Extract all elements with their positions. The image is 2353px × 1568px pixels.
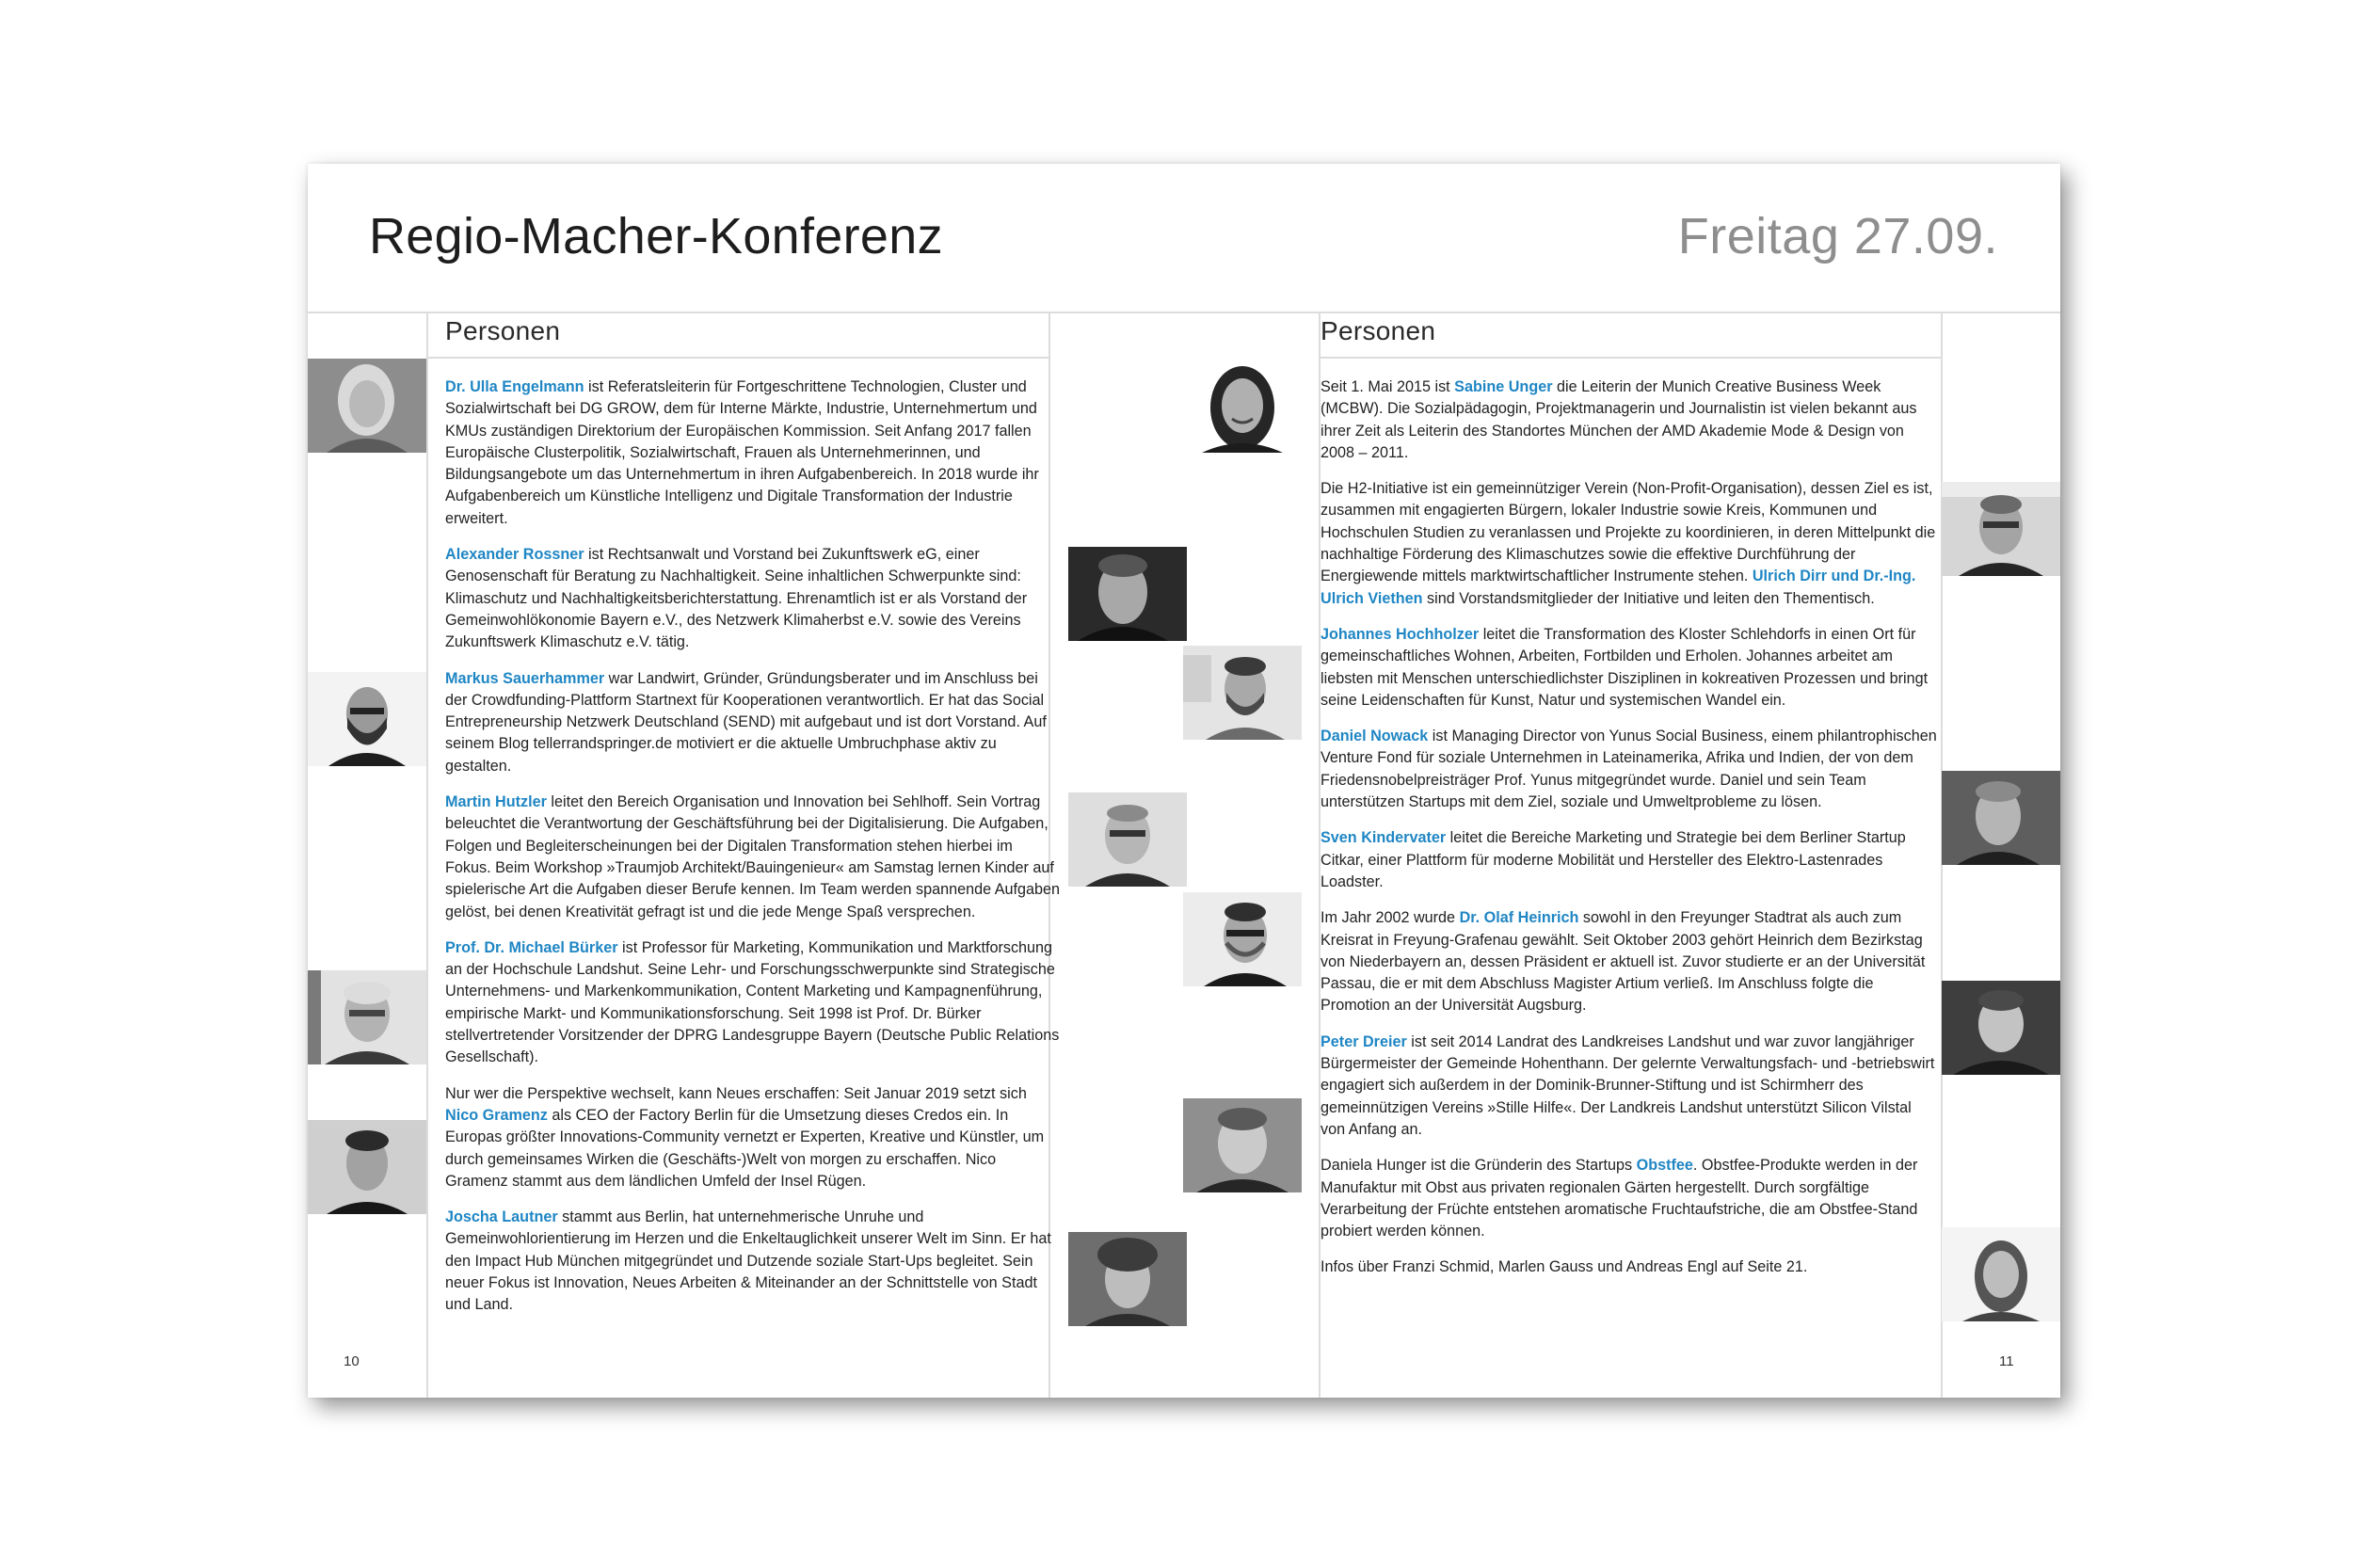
person-name: Alexander Rossner [445,546,584,564]
conference-title: Regio-Macher-Konferenz [369,208,943,264]
person-name: Markus Sauerhammer [445,669,605,687]
person-name: Daniel Nowack [1321,728,1429,745]
portrait-buerker [308,970,426,1064]
portrait-dirr [1942,482,2060,576]
person-name: Dr. Olaf Heinrich [1459,909,1579,927]
bio-text: leitet die Bereiche Marketing und Strategie bei dem Berliner Startup Citkar, einer Plattform für moderne Mobilität und Hersteller des Elektro-Lastenrades Loadster. [1321,829,1906,890]
person-name: Nico Gramenz [445,1106,548,1124]
bio-paragraph [1321,726,1937,813]
bio-text: ist Managing Director von Yunus Social Business, einem philantrophischen Venture Fond für soziale Unternehmen in Lateinamerika, Afrika und Indien, der von dem Friedensnobelpreisträger Prof. Yunus mitgegründet wurde. Daniel und sein Team unterstützen Startups mit dem Ziel, soziale und Umweltprobleme zu lösen. [1321,728,1937,811]
conference-date: Freitag 27.09. [1677,208,1998,264]
person-name: Dr. Ulla Engelmann [445,378,584,395]
person-name: Sabine Unger [1454,378,1553,395]
bio-paragraph [445,792,1062,923]
page-number-right: 11 [1999,1353,2014,1369]
bio-paragraph [1321,376,1937,464]
bio-paragraph [1321,478,1937,610]
person-name: Joscha Lautner [445,1208,558,1226]
bio-paragraph [445,668,1062,777]
bio-lead-text: Infos über Franzi Schmid, Marlen Gauss und Andreas Engl auf Seite 21. [1321,1258,1808,1276]
portrait-gramenz [308,1120,426,1214]
bio-text: ist Rechtsanwalt und Vorstand bei Zukunftswerk eG, einer Genosenschaft für Beratung zu Nachhaltigkeit. Seine inhaltlichen Schwerpunkte sind: Klimaschutz und Nachhaltigkeitsberichterstattung. Ehrenamtlich ist er als Vorstand der Gemeinwohlökonomie Bayern e.V., des Netzwerk Klimaherbst e.V. sowie des Vereins Zukunftswerk Klimaschutz e.V. tätig. [445,546,1028,651]
portrait-hunger [1942,1227,2060,1321]
person-name: Peter Dreier [1321,1032,1407,1050]
portrait-dreier [1183,1098,1302,1192]
bio-paragraph [1321,907,1937,1016]
bio-paragraph [1321,1155,1937,1242]
bio-text: sind Vorstandsmitglieder der Initiative und leiten den Thementisch. [1422,589,1875,607]
bio-paragraph [445,1207,1062,1316]
bio-text: die Leiterin der Munich Creative Business Week (MCBW). Die Sozialpädagogin, Projektmanagerin und Journalistin ist vielen bekannt aus ihrer Zeit als Leiterin des Standortes München der AMD Akademie Mode & Design von 2008 – 2011. [1321,378,1917,461]
bio-text: ist Professor für Marketing, Kommunikation und Marktforschung an der Hochschule Landshut. Seine Lehr- und Forschungsschwerpunkte sind Strategische Unternehmens- und Markenkommunikation, Content Marketing und Kampagnenführung, empirische Markt- und Kommunikationsforschung. Seit 1998 ist Prof. Dr. Bürker stellvertretender Vorsitzender der DPRG Landesgruppe Bayern (Deutsche Public Relations Gesellschaft). [445,938,1060,1066]
portrait-unger [1183,359,1302,453]
bio-paragraph [1321,827,1937,893]
bio-text: ist seit 2014 Landrat des Landkreises Landshut und war zuvor langjähriger Bürgermeister der Gemeinde Hohenthann. Der gelernte Verwaltungsfach- und -betriebswirt engagiert sich außerdem in der Dominik-Brunner-Stiftung und ist Schirmherr des gemeinnützigen Vereins »Stille Hilfe«. Der Landkreis Landshut unterstützt Silicon Vilstal von Anfang an. [1321,1032,1935,1138]
right-bio-column [1321,376,1937,1293]
right-section-rule [1321,357,1942,359]
left-section-rule [427,357,1048,359]
bio-text: leitet die Transformation des Kloster Schlehdorfs in einen Ort für gemeinschaftliches Wohnen, Arbeiten, Fortbilden und Erholen. Johannes arbeitet am liebsten mit Menschen unterschiedlichster Disziplinen in kokreativen Prozessen und bringt seine Leidenschaften für Kunst, Natur und systemischen Wandel ein. [1321,625,1929,709]
bio-paragraph [445,937,1062,1069]
portrait-rossner [1068,547,1187,641]
portrait-heinrich [1942,981,2060,1075]
bio-paragraph [445,1083,1062,1192]
bio-lead-text: Nur wer die Perspektive wechselt, kann Neues erschaffen: Seit Januar 2019 setzt sich [445,1084,1027,1102]
magazine-spread [308,164,2060,1398]
person-name: Martin Hutzler [445,793,547,811]
portrait-sauerhammer [308,672,426,766]
bio-paragraph [1321,1256,1937,1278]
bio-paragraph [445,544,1062,653]
bio-text: als CEO der Factory Berlin für die Umsetzung dieses Credos ein. In Europas größter Innovations-Community vernetzt er Experten, Kreative und Künstler, um durch gemeinsames Wirken die (Geschäfts-)Welt von morgen zu erschaffen. Nico Gramenz stammt aus dem ländlichen Umfeld der Insel Rügen. [445,1106,1045,1190]
portrait-hochholzer [1183,646,1302,740]
portrait-kindervater [1183,892,1302,986]
person-name: Johannes Hochholzer [1321,625,1480,643]
bio-lead-text: Seit 1. Mai 2015 ist [1321,378,1455,395]
left-column-rule [426,312,428,1398]
person-name: Sven Kindervater [1321,829,1447,847]
bio-text: . Obstfee-Produkte werden in der Manufaktur mit Obst aus privaten regionalen Gärten hergestellt. Durch sorgfältige Verarbeitung der Früchte entstehen aromatische Fruchtaufstriche, die am Obstfee-Stand probiert werden können. [1321,1157,1918,1240]
bio-lead-text: Die H2-Initiative ist ein gemeinnütziger Verein (Non-Profit-Organisation), dessen Ziel es ist, zusammen mit engagierten Bürgern, lokaler Industrie sowie Kreis, Kommunen und Hochschulen Studien zu veranlassen und Projekte zu koordinieren, in deren Mittelpunkt die nachhaltige Förderung des Klimaschutzes sowie die effektive Durchführung der Energiewende mittels marktwirtschaftlicher Instrumente stehen. [1321,480,1936,585]
bio-lead-text: Im Jahr 2002 wurde [1321,909,1460,927]
bio-paragraph [1321,1032,1937,1141]
bio-paragraph [1321,624,1937,712]
person-name: Obstfee [1636,1157,1693,1175]
bio-paragraph [445,376,1062,530]
portrait-hutzler [1068,792,1187,887]
bio-text: ist Referatsleiterin für Fortgeschrittene Technologien, Cluster und Sozialwirtschaft bei DG GROW, dem für Interne Märkte, Industrie, Unternehmertum und KMUs zuständigen Direktorium der Europäischen Kommission. Seit Anfang 2017 fallen Europäische Clusterpolitik, Sozialwirtschaft, Frauen als Unternehmerinnen, und Bildungsangebote um das Unternehmertum in ihren Aufgabenbereich. In 2018 wurde ihr Aufgabenbereich um Künstliche Intelligenz und Digitale Transformation der Industrie erweitert. [445,378,1039,527]
person-name: Ulrich Dirr und Dr.-Ing. Ulrich Viethen [1321,568,1916,607]
bio-text: war Landwirt, Gründer, Gründungsberater und im Anschluss bei der Crowdfunding-Plattform Startnext für Kooperationen verantwortlich. Er hat das Social Entrepreneurship Netzwerk Deutschland (SEND) mit aufgebaut und ist dort Vorstand. Auf seinem Blog tellerrandspringer.de motiviert er die aktuelle Umbruchphase aktiv zu gestalten. [445,669,1047,775]
portrait-nowack [1942,771,2060,865]
header-rule [308,312,2060,313]
left-section-title: Personen [445,316,561,345]
left-bio-column [445,376,1062,1331]
person-name: Prof. Dr. Michael Bürker [445,938,618,956]
page-number-left: 10 [344,1353,360,1369]
bio-text: stammt aus Berlin, hat unternehmerische Unruhe und Gemeinwohlorientierung im Herzen und die Enkeltauglichkeit unserer Welt im Sinn. Er hat den Impact Hub München mitgegründet und Dutzende soziale Start-Ups begleitet. Sein neuer Fokus ist Innovation, Neues Arbeiten & Miteinander an der Schnittstelle von Stadt und Land. [445,1208,1051,1314]
portrait-engelmann [308,359,426,453]
bio-lead-text: Daniela Hunger ist die Gründerin des Startups [1321,1157,1637,1175]
right-section-title: Personen [1321,316,1436,345]
bio-text: sowohl in den Freyunger Stadtrat als auch zum Kreisrat in Freyung-Grafenau gewählt. Seit Oktober 2003 gehört Heinrich dem Bezirkstag von Niederbayern an, dessen Präsident er aktuell ist. Zuvor studierte er an der Universität Passau, die er mit dem Abschluss Magister Artium verließ. Im Anschluss folgte die Promotion an der Universität Augsburg. [1321,909,1926,1015]
bio-text: leitet den Bereich Organisation und Innovation bei Sehlhoff. Sein Vortrag beleuchtet die Verantwortung der Geschäftsführung bei der Digitalisierung. Die Aufgaben, Folgen und Begleiterscheinungen bei der Digitalen Transformation stehen hierbei im Fokus. Beim Workshop »Traumjob Architekt/Bauingenieur« am Samstag lernen Kinder auf spielerische Art die Aufgaben dieser Berufe kennen. Im Team werden spannende Aufgaben gelöst, bei denen Kreativität gefragt ist und die jede Menge Spaß versprechen. [445,793,1061,920]
portrait-lautner [1068,1232,1187,1326]
